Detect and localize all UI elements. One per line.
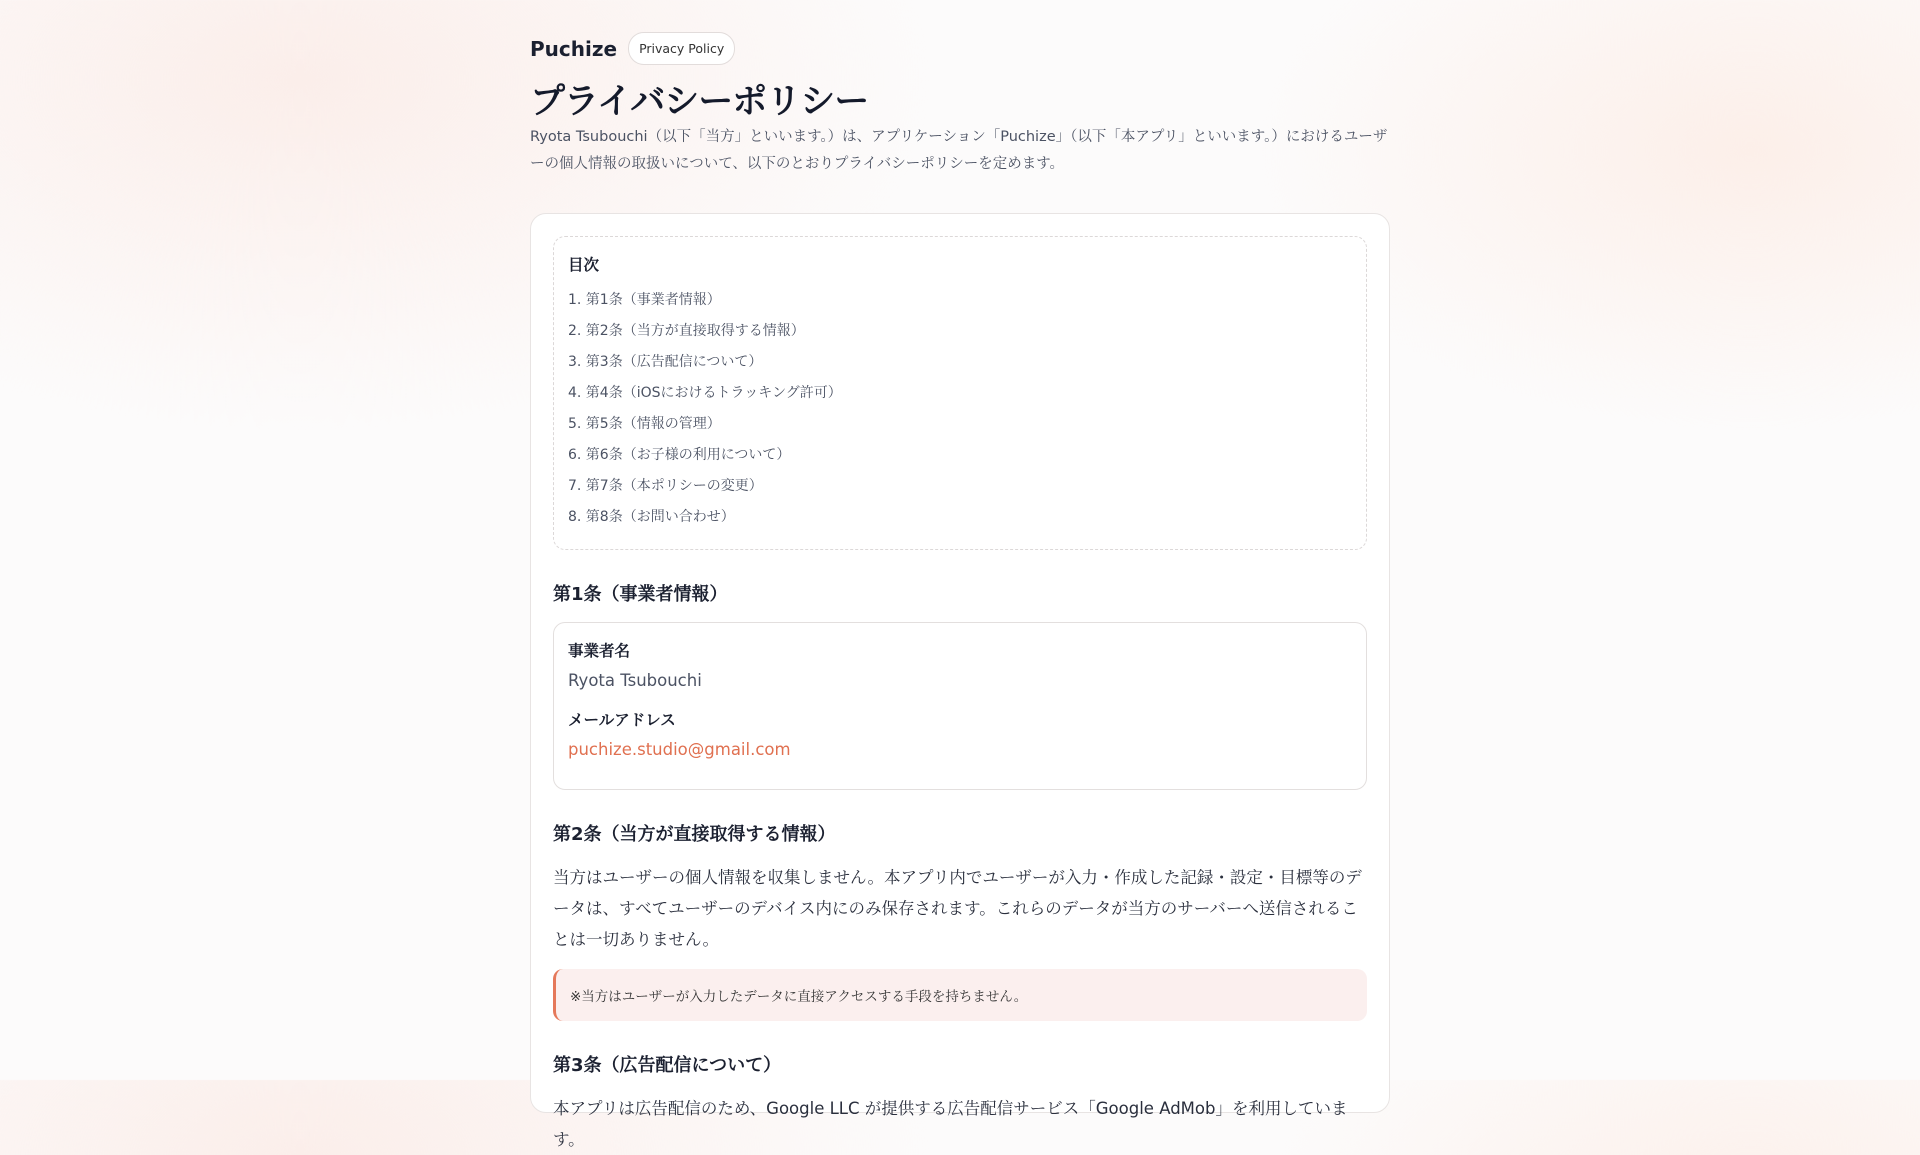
section-3-heading: 第3条（広告配信について） [553,1055,782,1076]
toc-item[interactable]: 3. 第3条（広告配信について） [568,354,763,370]
operator-name-label: 事業者名 [568,642,631,660]
toc-item[interactable]: 2. 第2条（当方が直接取得する情報） [568,323,805,339]
section-3-body: 本アプリは広告配信のため、Google LLC が提供する広告配信サービス「Google AdMob」を利用しています。 [553,1099,1348,1149]
toc-item[interactable]: 8. 第8条（お問い合わせ） [568,509,735,525]
policy-card [530,213,1390,1149]
brand-name[interactable]: Puchize [530,36,618,61]
intro-text: Ryota Tsubouchi（以下「当方」といいます。）は、アプリケーション「Puchize」（以下「本アプリ」といいます。）におけるユーザーの個人情報の取扱いについて、以下のとおりプライバシーポリシーを定めます。 [530,129,1388,172]
page-title: プライバシーポリシー [530,82,869,122]
toc-item[interactable]: 4. 第4条（iOSにおけるトラッキング許可） [568,385,842,401]
privacy-policy-badge: Privacy Policy [628,32,735,65]
email-link[interactable]: puchize.studio@gmail.com [568,740,791,759]
section-2-heading: 第2条（当方が直接取得する情報） [553,824,836,845]
section-2-note: ※当方はユーザーが入力したデータに直接アクセスする手段を持ちません。 [553,969,1367,1021]
section-1-heading: 第1条（事業者情報） [553,584,728,605]
toc-title: 目次 [568,256,600,274]
toc-item[interactable]: 6. 第6条（お子様の利用について） [568,447,791,463]
operator-name: Ryota Tsubouchi [568,671,702,690]
table-of-contents [553,236,1367,550]
email-label: メールアドレス [568,711,676,729]
toc-item[interactable]: 1. 第1条（事業者情報） [568,292,721,308]
operator-info [553,622,1367,790]
section-2-body: 当方はユーザーの個人情報を収集しません。本アプリ内でユーザーが入力・作成した記録・設定・目標等のデータは、すべてユーザーのデバイス内にのみ保存されます。これらのデータが当方のサーバーへ送信されることは一切ありません。 [553,868,1362,949]
toc-item[interactable]: 5. 第5条（情報の管理） [568,416,721,432]
toc-item[interactable]: 7. 第7条（本ポリシーの変更） [568,478,763,494]
header [530,32,735,65]
